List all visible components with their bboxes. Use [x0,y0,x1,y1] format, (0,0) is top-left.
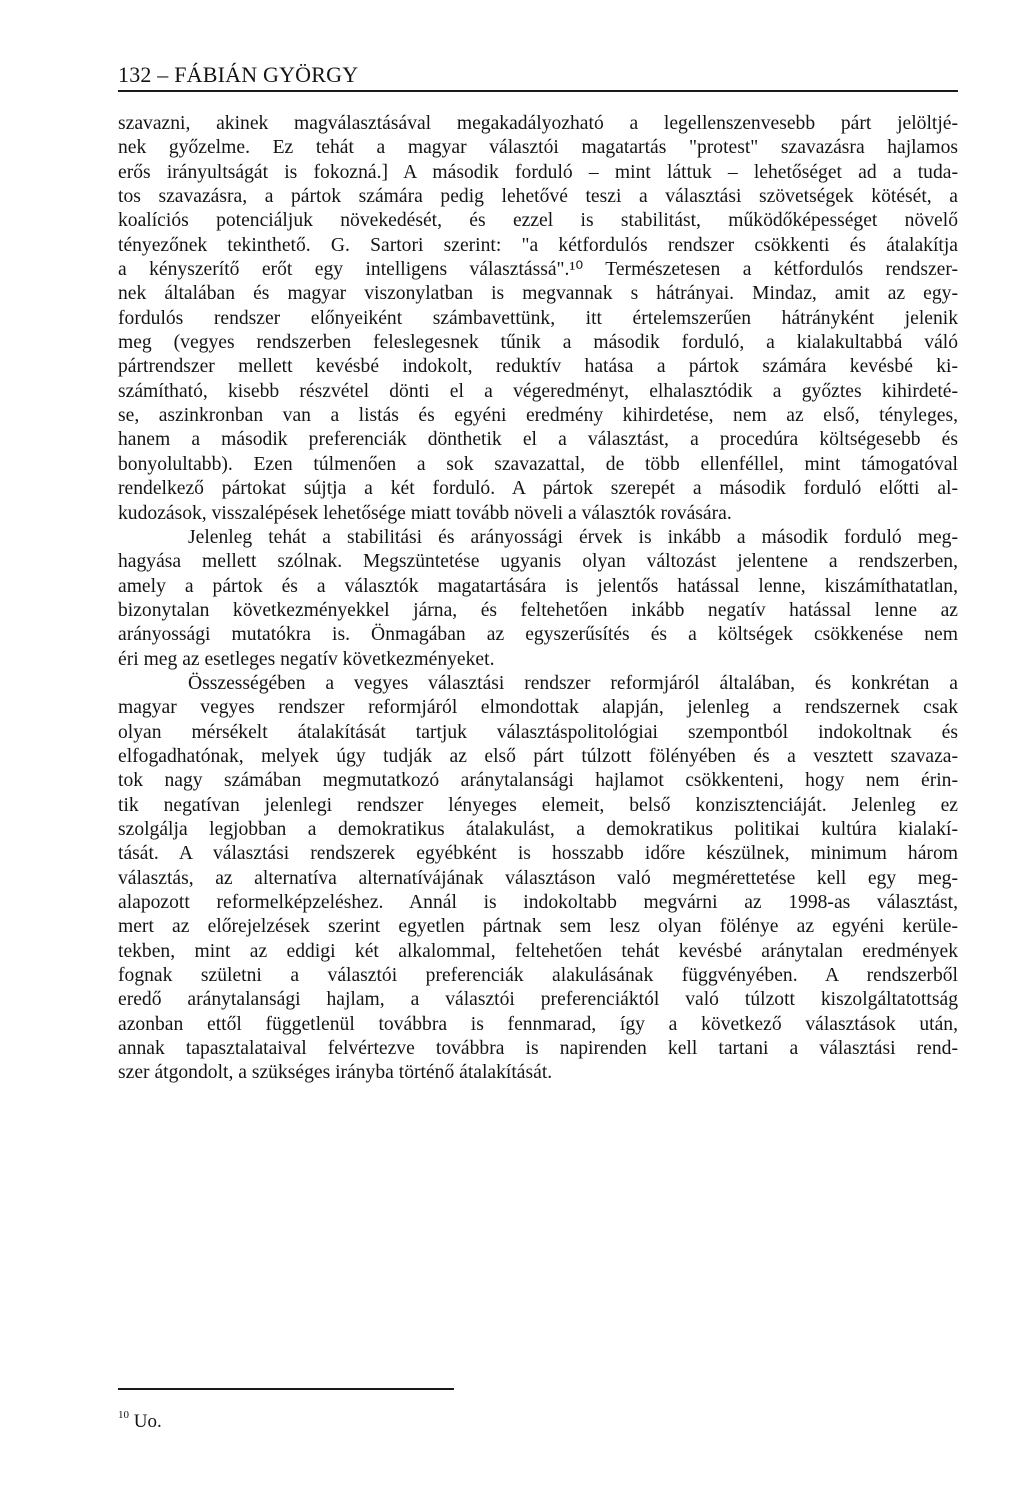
text-line: rendelkező pártokat sújtja a két forduló. A pártok szerepét a második forduló előtti al- [118,478,958,500]
text-line: nek általában és magyar viszonylatban is megvannak s hátrányai. Mindaz, amit az egy- [118,283,958,305]
text-line: magyar vegyes rendszer reformjáról elmondottak alapján, jelenleg a rendszernek csak [118,697,958,719]
text-line: a kényszerítő erőt egy intelligens választássá".¹⁰ Természetesen a kétfordulós rendszer- [118,259,958,281]
text-line: erős irányultságát is fokozná.] A második forduló – mint láttuk – lehetőséget ad a tuda- [118,161,958,183]
text-line: Összességében a vegyes választási rendszer reformjáról általában, és konkrétan a [188,672,958,694]
text-line: bonyolultabb). Ezen túlmenően a sok szavazattal, de több ellenféllel, mint támogatóval [118,453,958,475]
text-line: meg (vegyes rendszerben feleslegesnek tűnik a második forduló, a kialakultabbá váló [118,332,958,354]
footnote-text: Uo. [133,1411,162,1432]
text-line: fognak születni a választói preferenciák alakulásának függvényében. A rendszerből [118,965,958,987]
text-line: számítható, kisebb részvétel dönti el a végeredményt, elhalasztódik a győztes kihirdeté- [118,380,958,402]
text-line: hanem a második preferenciák dönthetik el a választást, a procedúra költségesebb és [118,429,958,451]
text-line: tényezőnek tekinthető. G. Sartori szerint: "a kétfordulós rendszer csökkenti és átalakítja [118,234,958,256]
text-line: választás, az alternatíva alternatívájának választáson való megmérettetése kell egy meg- [118,867,958,889]
text-line: tok nagy számában megmutatkozó aránytalansági hajlamot csökkenteni, hogy nem érin- [118,770,958,792]
text-line: bizonytalan következményekkel járna, és feltehetően inkább negatív hatással lenne az [118,599,958,621]
text-line: Jelenleg tehát a stabilitási és arányossági érvek is inkább a második forduló meg- [188,526,958,548]
running-header [118,62,958,92]
text-line: szolgálja legjobban a demokratikus átalakulást, a demokratikus politikai kultúra kialakí- [118,818,958,840]
text-line: azonban ettől függetlenül továbbra is fennmarad, így a következő választások után, [118,1013,958,1035]
text-line: szer átgondolt, a szükséges irányba történő átalakítását. [118,1062,553,1084]
text-line: tását. A választási rendszerek egyébként is hosszabb időre készülnek, minimum három [118,843,958,865]
text-line: éri meg az esetleges negatív következményeket. [118,648,495,670]
footnote-divider [118,1388,454,1390]
text-line: alapozott reformelképzeléshez. Annál is indokoltabb megvárni az 1998-as választást, [118,892,958,913]
text-line: kudozások, visszalépések lehetősége miatt tovább növeli a választók rovására. [118,502,732,524]
text-line: pártrendszer mellett kevésbé indokolt, reduktív hatása a pártok számára kevésbé ki- [118,356,958,378]
main-text [118,112,958,1086]
paragraph [118,526,958,672]
paragraph [118,112,958,526]
text-line: eredő aránytalansági hajlam, a választói preferenciáktól való túlzott kiszolgáltatottság [118,989,958,1011]
text-line: elfogadhatónak, melyek úgy tudják az első párt túlzott fölényében és a vesztett szavaza- [118,745,958,767]
text-line: nek győzelme. Ez tehát a magyar választói magatartás "protest" szavazásra hajlamos [118,137,958,159]
text-line: tekben, mint az eddigi két alkalommal, feltehetően tehát kevésbé aránytalan eredmények [118,940,958,962]
paragraph [118,672,958,1086]
text-line: amely a pártok és a választók magatartására is jelentős hatással lenne, kiszámíthatatlan, [118,575,958,597]
text-line: arányossági mutatókra is. Önmagában az egyszerűsítés és a költségek csökkenése nem [118,624,958,646]
text-line: szavazni, akinek magválasztásával megakadályozható a legellenszenvesebb párt jelöltjé- [118,113,958,134]
text-line: olyan mérsékelt átalakítását tartjuk választáspolitológiai szempontból indokoltnak és [118,721,958,743]
footnote [118,1410,162,1434]
text-line: fordulós rendszer előnyeiként számbavettünk, itt értelemszerűen hátrányként jelenik [118,307,958,329]
text-line: tos szavazásra, a pártok számára pedig lehetővé teszi a választási szövetségek kötését, a [118,186,958,208]
running-head-text: 132 – FÁBIÁN GYÖRGY [118,62,359,87]
text-line: annak tapasztalataival felvértezve továbbra is napirenden kell tartani a választási rend- [118,1038,958,1060]
text-line: se, aszinkronban van a listás és egyéni eredmény kihirdetése, nem az első, tényleges, [118,405,958,427]
text-line: mert az előrejelzések szerint egyetlen pártnak sem lesz olyan fölénye az egyéni kerüle- [118,916,958,938]
text-line: koalíciós potenciáljuk növekedését, és ezzel is stabilitást, működőképességet növelő [118,210,958,232]
footnote-number: 10 [118,1409,129,1421]
text-line: tik negatívan jelenlegi rendszer lényeges elemeit, belső konzisztenciáját. Jelenleg ez [118,794,958,816]
text-line: hagyása mellett szólnak. Megszüntetése ugyanis olyan változást jelentene a rendszerben, [118,551,958,573]
